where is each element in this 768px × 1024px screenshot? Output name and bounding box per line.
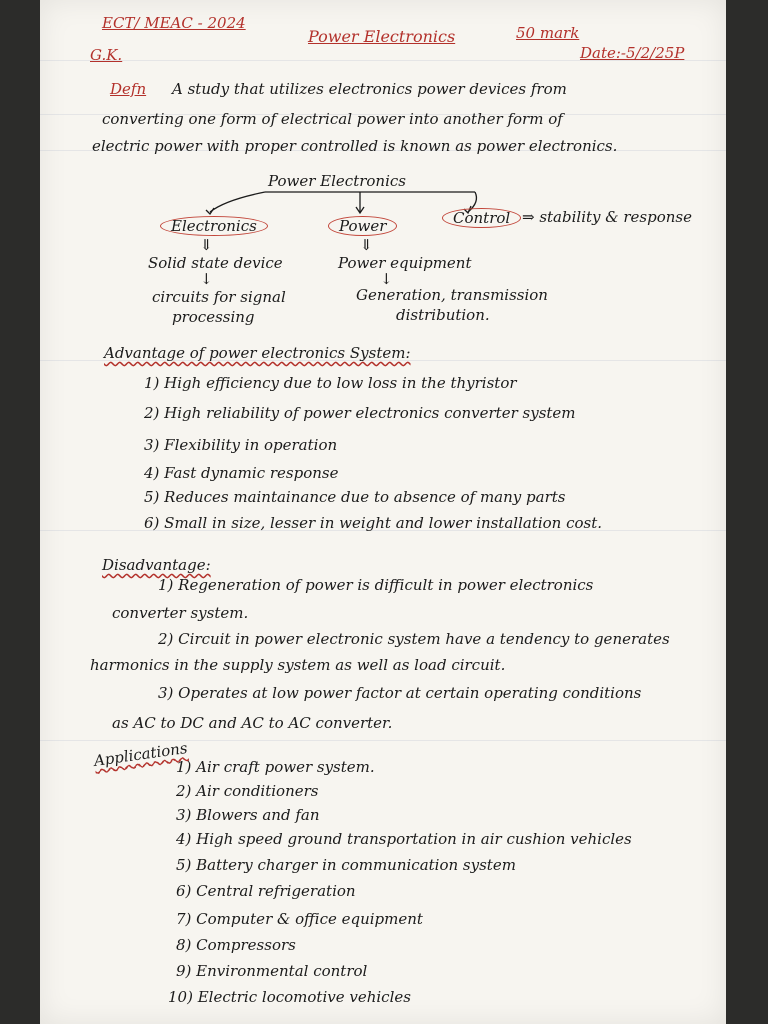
- disadvantage-item-cont: converter system.: [112, 604, 249, 622]
- applications-heading: Applications: [92, 738, 189, 770]
- application-item: 9) Environmental control: [176, 962, 368, 980]
- advantage-item: 2) High reliability of power electronics converter system: [144, 404, 576, 422]
- arrow-electronics: ⇓: [200, 236, 213, 254]
- node-electronics: Electronics: [160, 216, 268, 236]
- ruled-line: [40, 740, 726, 741]
- application-item: 3) Blowers and fan: [176, 806, 320, 824]
- application-item: 10) Electric locomotive vehicles: [168, 988, 411, 1006]
- distribution: distribution.: [396, 306, 490, 324]
- diagram-root: Power Electronics: [268, 172, 406, 190]
- arrow-power: ⇓: [360, 236, 373, 254]
- advantage-item: 6) Small in size, lesser in weight and lower installation cost.: [144, 514, 603, 532]
- generation-transmission: Generation, transmission: [356, 286, 548, 304]
- arrow-equipment: ↓: [380, 270, 393, 288]
- advantage-item: 4) Fast dynamic response: [144, 464, 339, 482]
- solid-state-device: Solid state device: [148, 254, 283, 272]
- advantage-item: 1) High efficiency due to low loss in the thyristor: [144, 374, 517, 392]
- processing: processing: [172, 308, 255, 326]
- definition-label: Defn: [110, 80, 147, 98]
- initials: G.K.: [90, 46, 123, 64]
- arrow-solid-state: ↓: [200, 270, 213, 288]
- definition-line-1: A study that utilizes electronics power devices from: [172, 80, 567, 98]
- date: Date:-5/2/25P: [580, 44, 685, 62]
- node-power: Power: [328, 216, 397, 236]
- advantages-heading: Advantage of power electronics System:: [104, 344, 411, 362]
- advantage-item: 3) Flexibility in operation: [144, 436, 338, 454]
- disadvantage-item-cont: as AC to DC and AC to AC converter.: [112, 714, 393, 732]
- marks: 50 mark: [516, 24, 580, 42]
- definition-line-3: electric power with proper controlled is known as power electronics.: [92, 137, 618, 155]
- disadvantages-heading: Disadvantage:: [102, 556, 211, 574]
- power-equipment: Power equipment: [338, 254, 472, 272]
- notebook-page: [40, 0, 726, 1024]
- definition-line-2: converting one form of electrical power into another form of: [102, 110, 563, 128]
- application-item: 2) Air conditioners: [176, 782, 319, 800]
- advantage-item: 5) Reduces maintainance due to absence of many parts: [144, 488, 566, 506]
- page-title: Power Electronics: [308, 27, 456, 46]
- control-note: ⇒ stability & response: [522, 208, 693, 226]
- application-item: 6) Central refrigeration: [176, 882, 356, 900]
- disadvantage-item: 1) Regeneration of power is difficult in power electronics: [158, 576, 594, 594]
- node-control: Control: [442, 208, 521, 228]
- application-item: 4) High speed ground transportation in air cushion vehicles: [176, 830, 632, 848]
- disadvantage-item: 2) Circuit in power electronic system have a tendency to generates: [158, 630, 670, 648]
- application-item: 5) Battery charger in communication system: [176, 856, 516, 874]
- course-code: ECT/ MEAC - 2024: [102, 14, 246, 32]
- application-item: 7) Computer & office equipment: [176, 910, 423, 928]
- disadvantage-item: 3) Operates at low power factor at certain operating conditions: [158, 684, 642, 702]
- circuits-signal: circuits for signal: [152, 288, 286, 306]
- application-item: 8) Compressors: [176, 936, 296, 954]
- disadvantage-item-cont: harmonics in the supply system as well as load circuit.: [90, 656, 506, 674]
- application-item: 1) Air craft power system.: [176, 758, 375, 776]
